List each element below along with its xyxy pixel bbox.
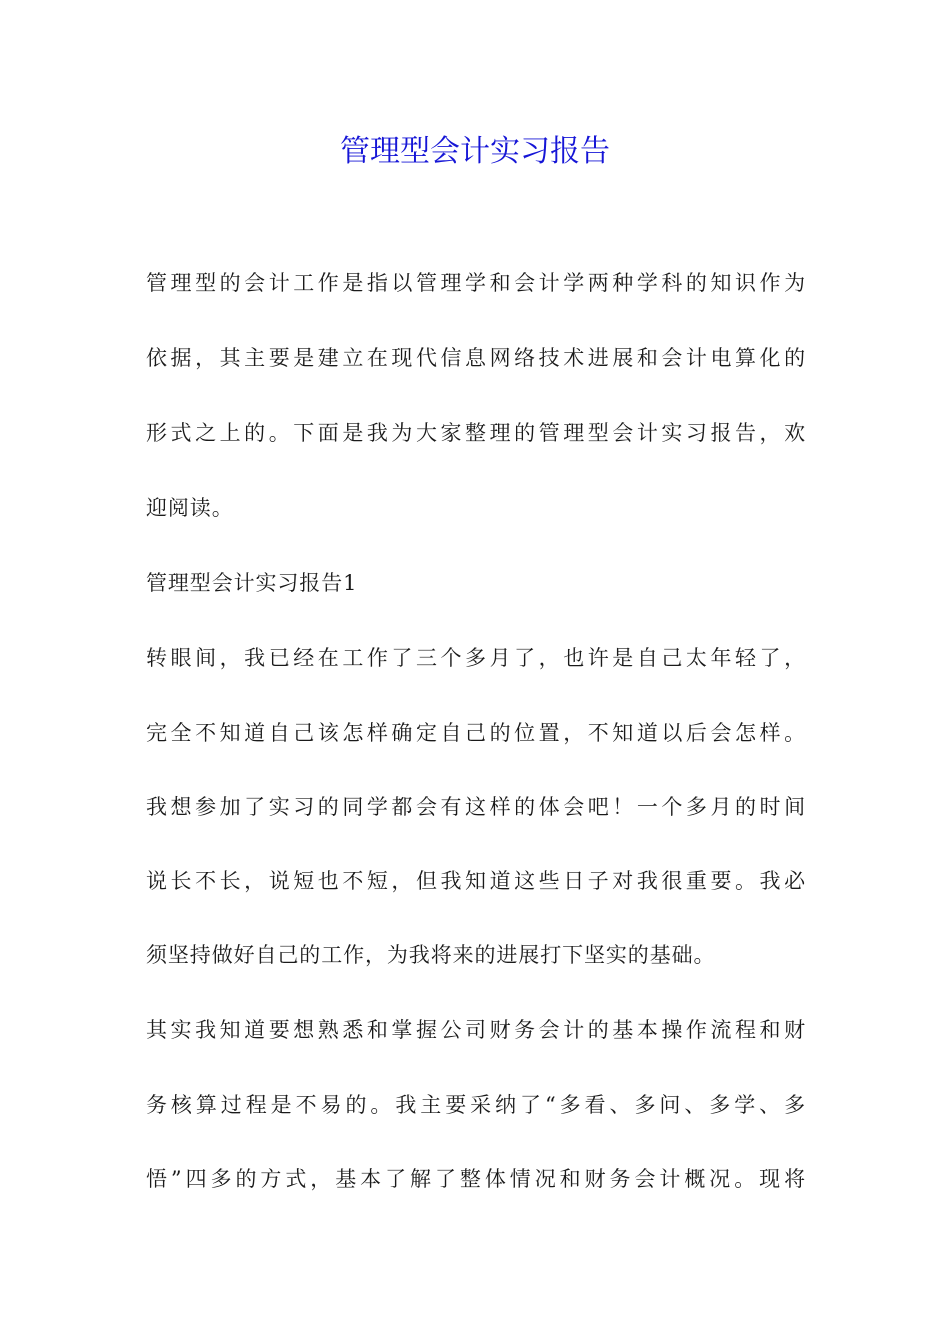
paragraph-line: 形式之上的。下面是我为大家整理的管理型会计实习报告，欢	[146, 421, 806, 445]
paragraph-line: 管理型的会计工作是指以管理学和会计学两种学科的知识作为	[146, 271, 806, 295]
paragraph-line: 我想参加了实习的同学都会有这样的体会吧！一个多月的时间	[146, 795, 806, 819]
paragraph-line: 其实我知道要想熟悉和掌握公司财务会计的基本操作流程和财	[146, 1018, 806, 1042]
paragraph-line: 转眼间，我已经在工作了三个多月了，也许是自己太年轻了，	[146, 646, 806, 670]
section-heading: 管理型会计实习报告1	[146, 571, 358, 595]
document-title: 管理型会计实习报告	[340, 134, 610, 169]
paragraph-line: 依据，其主要是建立在现代信息网络技术进展和会计电算化的	[146, 346, 806, 370]
paragraph-line: 悟”四多的方式，基本了解了整体情况和财务会计概况。现将	[146, 1167, 806, 1191]
paragraph-line: 迎阅读。	[146, 496, 234, 520]
paragraph-line: 须坚持做好自己的工作，为我将来的进展打下坚实的基础。	[146, 943, 716, 967]
paragraph-line: 说长不长，说短也不短，但我知道这些日子对我很重要。我必	[146, 869, 806, 893]
paragraph-line: 完全不知道自己该怎样确定自己的位置，不知道以后会怎样。	[146, 721, 806, 745]
paragraph-line: 务核算过程是不易的。我主要采纳了“多看、多问、多学、多	[146, 1093, 806, 1117]
